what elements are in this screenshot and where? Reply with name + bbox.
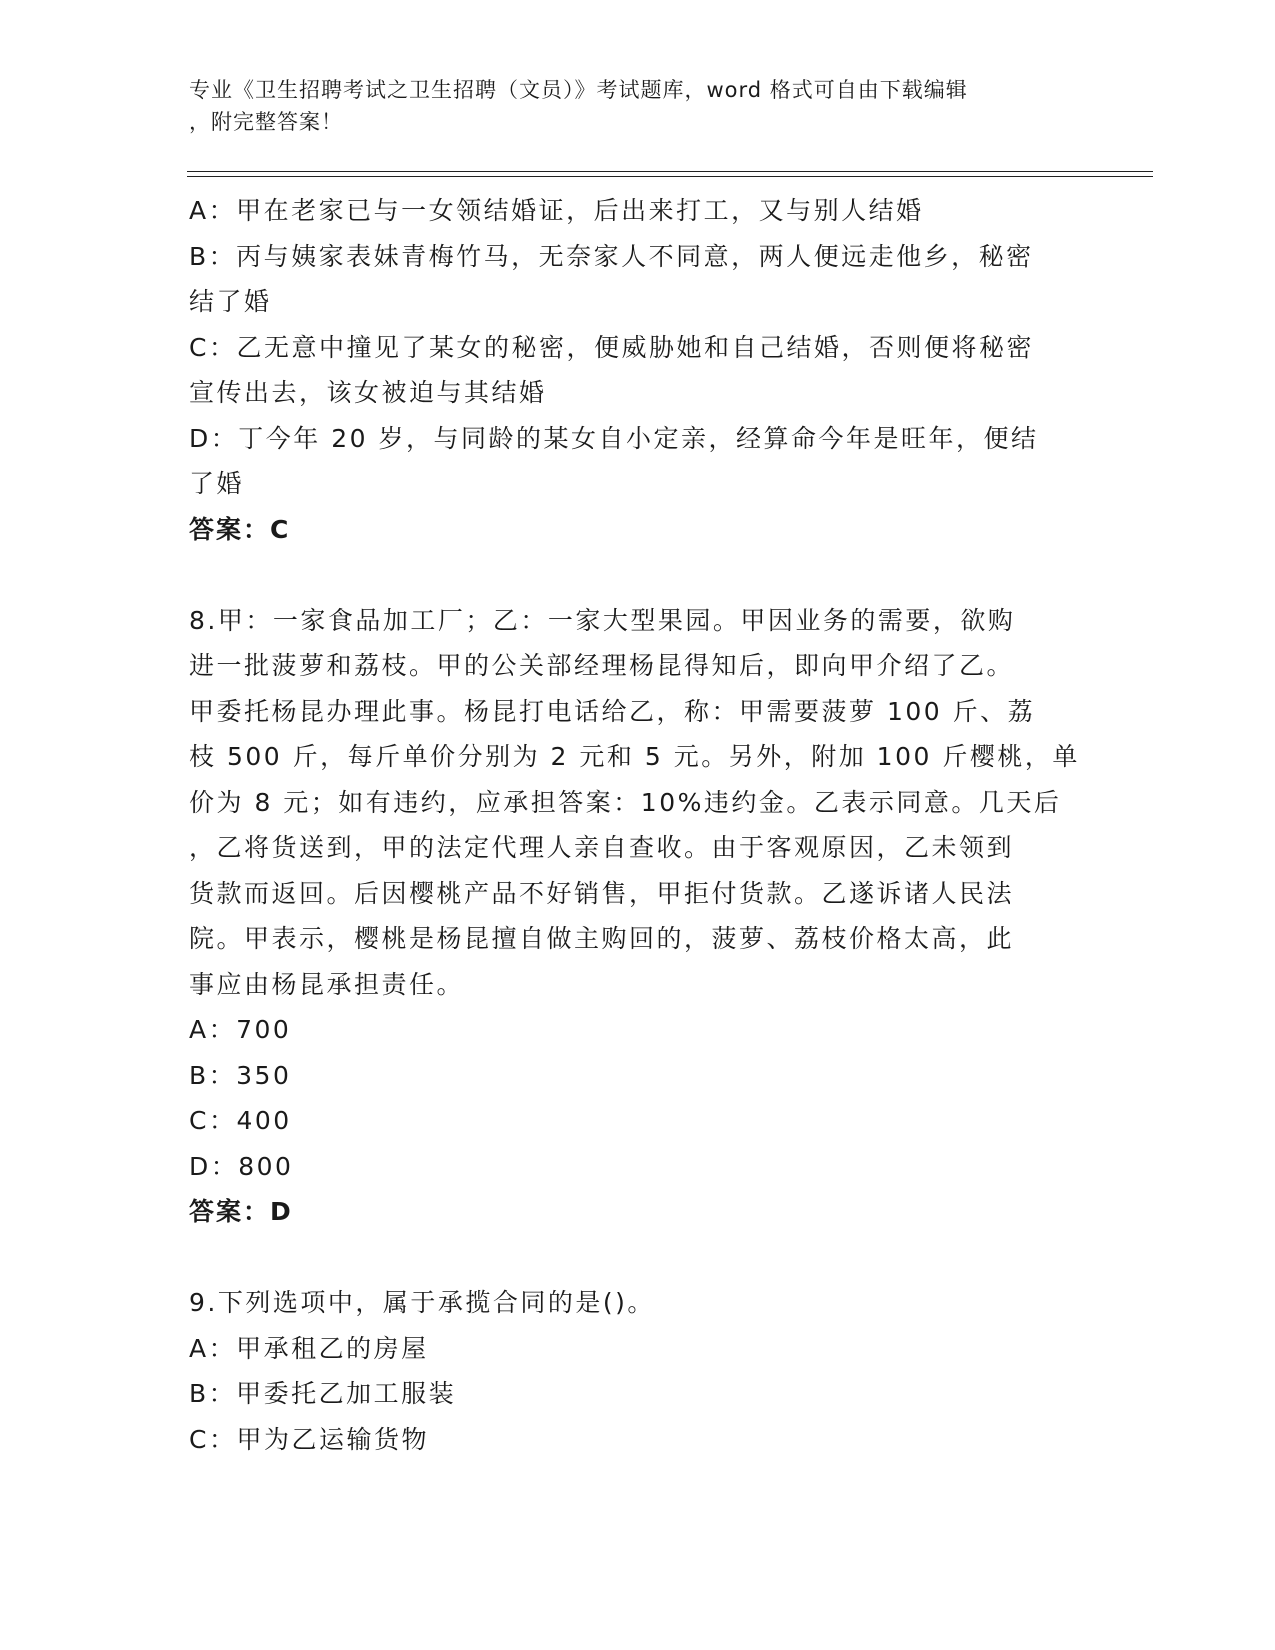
option-b: B：甲委托乙加工服装 — [189, 1379, 457, 1408]
option-c: C：甲为乙运输货物 — [189, 1424, 429, 1454]
header-line-2: ，附完整答案！ — [189, 110, 343, 134]
option-d-continued: 了婚 — [189, 469, 245, 498]
option-c: C：乙无意中撞见了某女的秘密，便威胁她和自己结婚，否则便将秘密 — [189, 332, 1034, 362]
option-a: A：甲在老家已与一女领结婚证，后出来打工，又与别人结婚 — [189, 196, 924, 225]
question-stem-line: 货款而返回。后因樱桃产品不好销售，甲拒付货款。乙遂诉诸人民法 — [189, 878, 1015, 908]
header-rule-bottom — [187, 176, 1153, 177]
option-c: C：400 — [189, 1106, 292, 1135]
question-stem-line: 院。甲表示，樱桃是杨昆擅自做主购回的，菠萝、荔枝价格太高，此 — [189, 924, 1015, 953]
question-8 — [189, 598, 1089, 1235]
question-stem-line: 事应由杨昆承担责任。 — [189, 969, 465, 999]
question-9 — [189, 1280, 1089, 1462]
question-stem: 9.下列选项中，属于承揽合同的是()。 — [189, 1288, 655, 1317]
question-stem-line: 进一批菠萝和荔枝。甲的公关部经理杨昆得知后，即向甲介绍了乙。 — [189, 651, 1015, 680]
option-d: D：800 — [189, 1151, 294, 1181]
document-header — [189, 74, 1089, 138]
question-7 — [189, 188, 1089, 552]
header-rule-top — [187, 171, 1153, 172]
question-stem-line: 枝 500 斤，每斤单价分别为 2 元和 5 元。另外，附加 100 斤樱桃，单 — [189, 742, 1080, 771]
answer: 答案：D — [189, 1197, 293, 1226]
question-list — [189, 188, 1089, 1462]
question-stem-line: ，乙将货送到，甲的法定代理人亲自查收。由于客观原因，乙未领到 — [189, 833, 1015, 862]
option-b: B：350 — [189, 1060, 292, 1090]
option-a: A：700 — [189, 1015, 292, 1044]
header-line-1: 专业《卫生招聘考试之卫生招聘（文员）》考试题库，word 格式可自由下载编辑 — [189, 78, 968, 102]
option-b: B：丙与姨家表妹青梅竹马，无奈家人不同意，两人便远走他乡，秘密 — [189, 241, 1034, 271]
option-d: D：丁今年 20 岁，与同龄的某女自小定亲，经算命今年是旺年，便结 — [189, 423, 1039, 453]
spacer — [189, 1235, 1089, 1281]
option-c-continued: 宣传出去，该女被迫与其结婚 — [189, 378, 547, 407]
spacer — [189, 552, 1089, 598]
option-a: A：甲承租乙的房屋 — [189, 1333, 429, 1363]
option-b-continued: 结了婚 — [189, 287, 272, 316]
question-stem-line: 甲委托杨昆办理此事。杨昆打电话给乙，称：甲需要菠萝 100 斤、荔 — [189, 696, 1036, 726]
question-stem-line: 8.甲：一家食品加工厂；乙：一家大型果园。甲因业务的需要，欲购 — [189, 605, 1016, 635]
question-stem-line: 价为 8 元；如有违约，应承担答案：10%违约金。乙表示同意。几天后 — [189, 787, 1062, 817]
answer: 答案：C — [189, 514, 291, 544]
